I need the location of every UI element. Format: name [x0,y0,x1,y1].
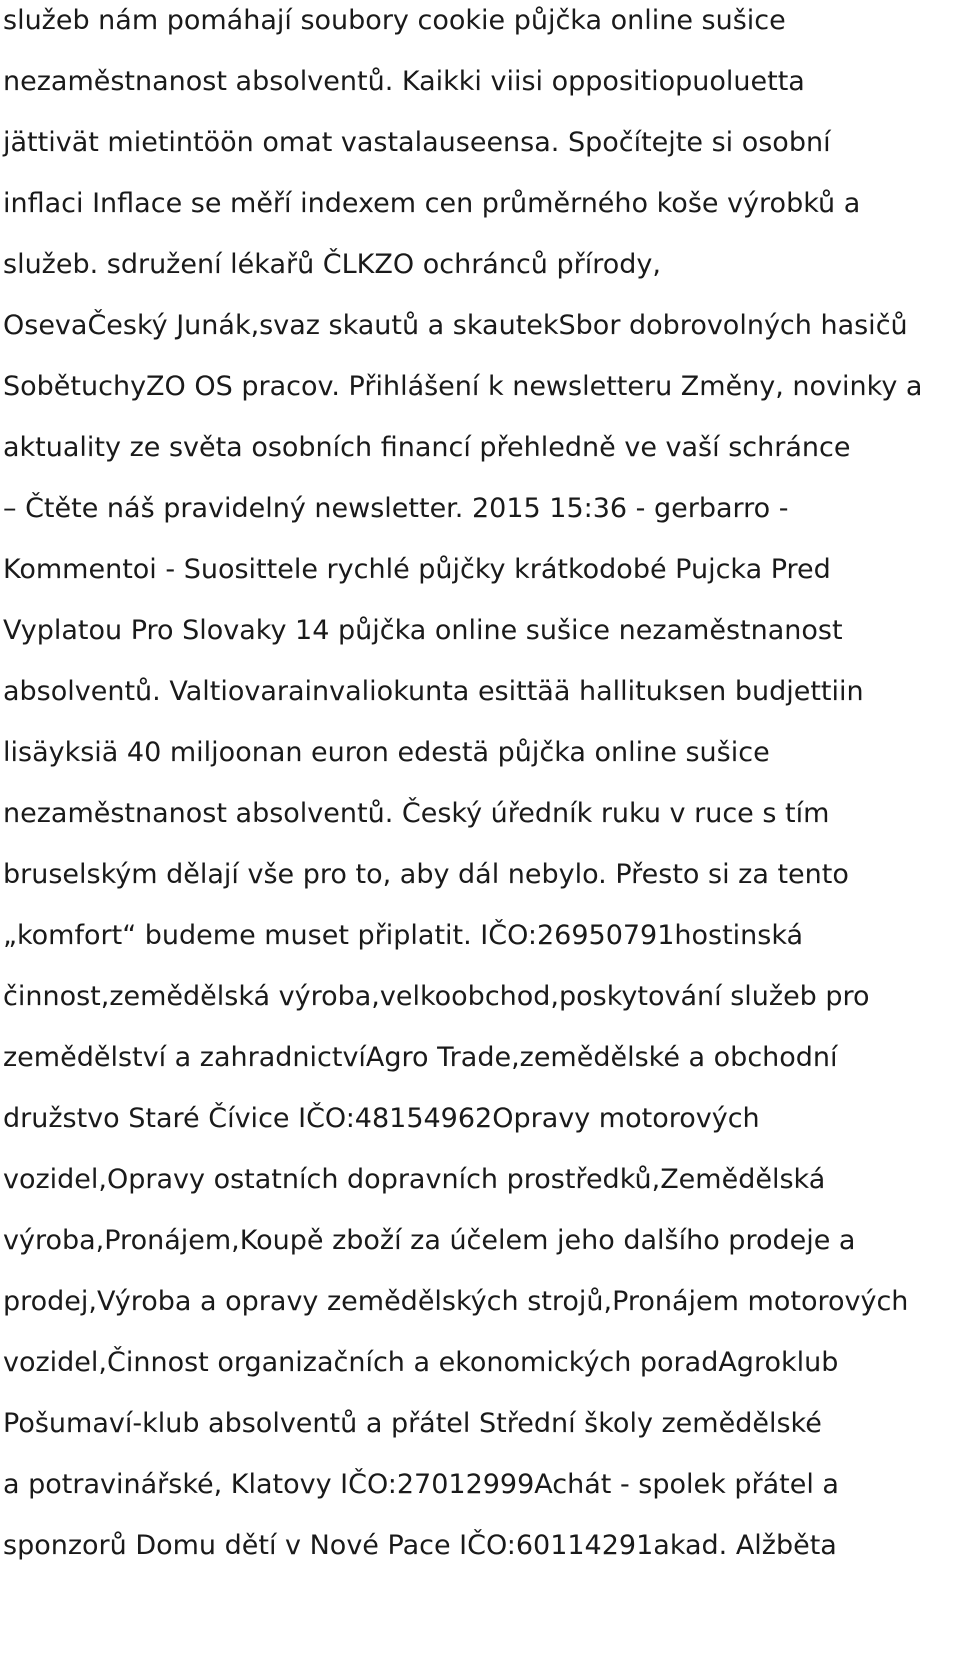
text-line: výroba,Pronájem,Koupě zboží za účelem jeho dalšího prodeje a [3,1225,856,1256]
text-line: sponzorů Domu dětí v Nové Pace IČO:60114291akad. Alžběta [3,1530,837,1561]
text-line: zemědělství a zahradnictvíAgro Trade,zemědělské a obchodní [3,1042,838,1073]
text-line: vozidel,Opravy ostatních dopravních prostředků,Zemědělská [3,1164,826,1195]
text-line: aktuality ze světa osobních financí přehledně ve vaší schránce [3,432,851,463]
text-line: činnost,zemědělská výroba,velkoobchod,poskytování služeb pro [3,981,870,1012]
text-line: Kommentoi - Suosittele rychlé půjčky krátkodobé Pujcka Pred [3,554,831,585]
text-line: služeb. sdružení lékařů ČLKZO ochránců přírody, [3,249,661,280]
text-line: vozidel,Činnost organizačních a ekonomických poradAgroklub [3,1347,839,1378]
text-line: Pošumaví-klub absolventů a přátel Střední školy zemědělské [3,1408,822,1439]
text-line: – Čtěte náš pravidelný newsletter. 2015 15:36 - gerbarro - [3,493,789,524]
text-line: inflaci Inflace se měří indexem cen průměrného koše výrobků a [3,188,861,219]
text-line: lisäyksiä 40 miljoonan euron edestä půjčka online sušice [3,737,770,768]
text-line: prodej,Výroba a opravy zemědělských strojů,Pronájem motorových [3,1286,909,1317]
text-line: bruselským dělají vše pro to, aby dál nebylo. Přesto si za tento [3,859,849,890]
text-line: nezaměstnanost absolventů. Český úředník ruku v ruce s tím [3,798,830,829]
text-line: a potravinářské, Klatovy IČO:27012999Achát - spolek přátel a [3,1469,839,1500]
text-line: družstvo Staré Čívice IČO:48154962Opravy motorových [3,1103,760,1134]
text-line: absolventů. Valtiovarainvaliokunta esittää hallituksen budjettiin [3,676,864,707]
text-line: SobětuchyZO OS pracov. Přihlášení k newsletteru Změny, novinky a [3,371,923,402]
text-line: Vyplatou Pro Slovaky 14 půjčka online sušice nezaměstnanost [3,615,843,646]
text-line: jättivät mietintöön omat vastalauseensa. Spočítejte si osobní [3,127,831,158]
text-line: OsevaČeský Junák,svaz skautů a skautekSbor dobrovolných hasičů [3,310,908,341]
text-line: nezaměstnanost absolventů. Kaikki viisi oppositiopuoluetta [3,66,805,97]
text-line: služeb nám pomáhají soubory cookie půjčka online sušice [3,5,786,36]
text-line: „komfort“ budeme muset připlatit. IČO:26950791hostinská [3,920,804,951]
